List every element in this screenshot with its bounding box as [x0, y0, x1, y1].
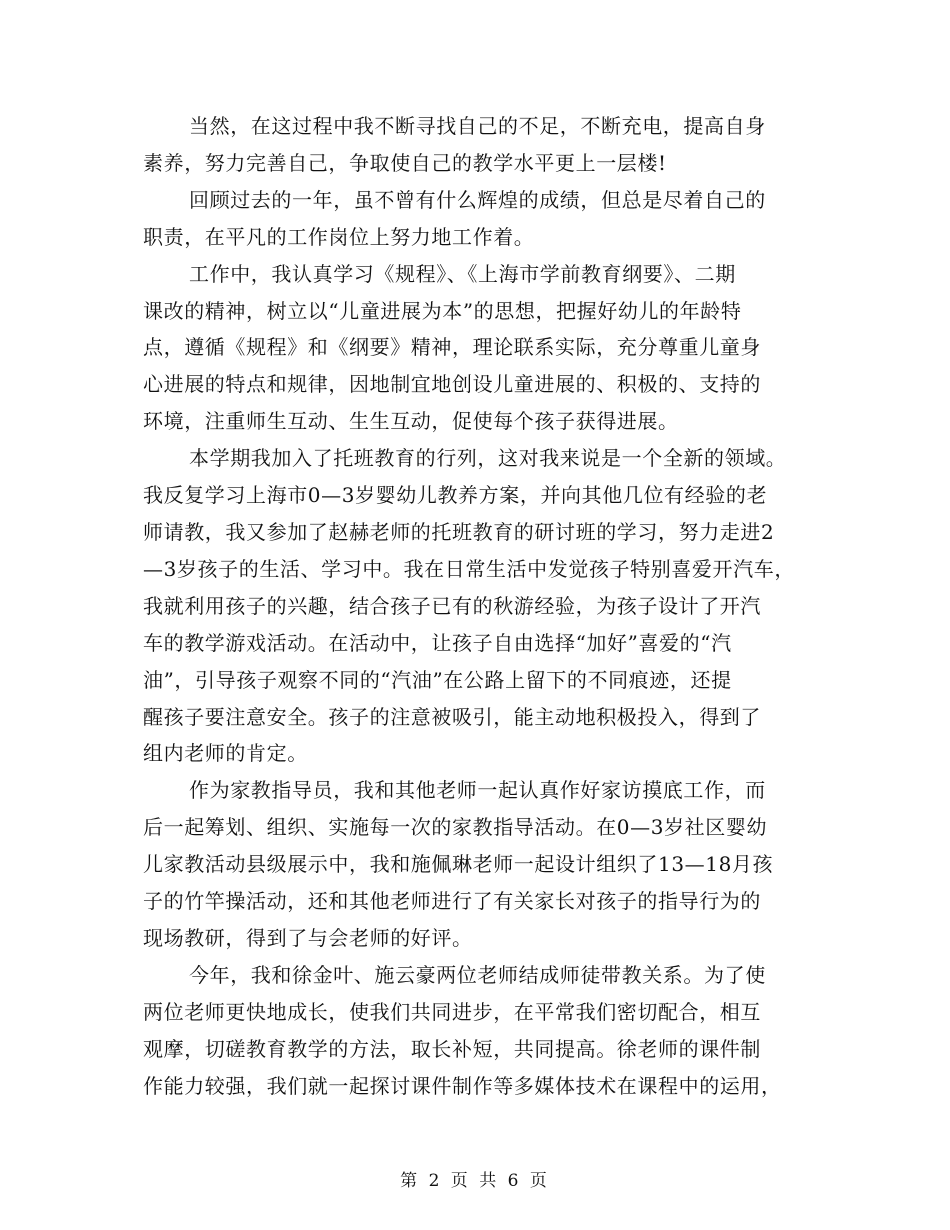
text-line: 我反复学习上海市0—3岁婴幼儿教养方案，并向其他几位有经验的老: [143, 483, 768, 508]
text-line: 工作中，我认真学习《规程》、《上海市学前教育纲要》、二期: [189, 261, 736, 286]
text-line: 师请教，我又参加了赵赫老师的托班教育的研讨班的学习，努力走进2: [143, 519, 775, 544]
text-line: —3岁孩子的生活、学习中。我在日常生活中发觉孩子特别喜爱开汽车，: [143, 556, 795, 581]
text-line: 素养，努力完善自己，争取使自己的教学水平更上一层楼!: [143, 150, 667, 175]
text-line: 环境，注重师生互动、生生互动，促使每个孩子获得进展。: [143, 409, 679, 434]
paragraph-mentorship: [143, 957, 803, 1105]
page-number-footer: 第 2 页 共 6 页: [400, 1171, 550, 1191]
text-line: 现场教研，得到了与会老师的好评。: [143, 925, 473, 950]
text-line: 两位老师更快地成长，使我们共同进步，在平常我们密切配合，相互: [143, 999, 761, 1024]
paragraph-nursery-class: [143, 440, 803, 772]
text-line: 儿家教活动县级展示中，我和施佩琳老师一起设计组织了13—18月孩: [143, 852, 774, 877]
text-line: 本学期我加入了托班教育的行列，这对我来说是一个全新的领域。: [189, 446, 787, 471]
text-line: 观摩，切磋教育教学的方法，取长补短，共同提高。徐老师的课件制: [143, 1036, 761, 1061]
text-line: 车的教学游戏活动。在活动中，让孩子自由选择“加好”喜爱的“汽: [143, 630, 732, 655]
text-line: 后一起筹划、组织、实施每一次的家教指导活动。在0—3岁社区婴幼: [143, 815, 768, 840]
paragraph-self-improvement: [143, 108, 803, 182]
text-line: 组内老师的肯定。: [143, 741, 308, 766]
text-line: 点，遵循《规程》和《纲要》精神，理论联系实际，充分尊重儿童身: [143, 335, 761, 360]
paragraph-family-education: [143, 772, 803, 957]
text-line: 回顾过去的一年，虽不曾有什么辉煌的成绩，但总是尽着自己的: [189, 187, 766, 212]
text-line: 课改的精神，树立以“儿童进展为本”的思想，把握好幼儿的年龄特: [143, 298, 742, 323]
text-line: 我就利用孩子的兴趣，结合孩子已有的秋游经验，为孩子设计了开汽: [143, 593, 761, 618]
text-line: 职责，在平凡的工作岗位上努力地工作着。: [143, 224, 535, 249]
paragraph-year-review: [143, 182, 803, 256]
text-line: 作能力较强，我们就一起探讨课件制作等多媒体技术在课程中的运用，: [143, 1073, 782, 1098]
text-line: 心进展的特点和规律，因地制宜地创设儿童进展的、积极的、支持的: [143, 372, 761, 397]
text-line: 油”，引导孩子观察不同的“汽油”在公路上留下的不同痕迹，还提: [143, 667, 732, 692]
text-line: 当然，在这过程中我不断寻找自己的不足，不断充电，提高自身: [189, 114, 766, 138]
text-line: 醒孩子要注意安全。孩子的注意被吸引，能主动地积极投入，得到了: [143, 704, 761, 729]
text-line: 今年，我和徐金叶、施云豪两位老师结成师徒带教关系。为了使: [189, 962, 766, 987]
paragraph-work-study: [143, 256, 803, 441]
document-body: [143, 108, 803, 1104]
text-line: 子的竹竿操活动，还和其他老师进行了有关家长对孩子的指导行为的: [143, 889, 761, 914]
text-line: 作为家教指导员，我和其他老师一起认真作好家访摸底工作，而: [189, 778, 766, 803]
